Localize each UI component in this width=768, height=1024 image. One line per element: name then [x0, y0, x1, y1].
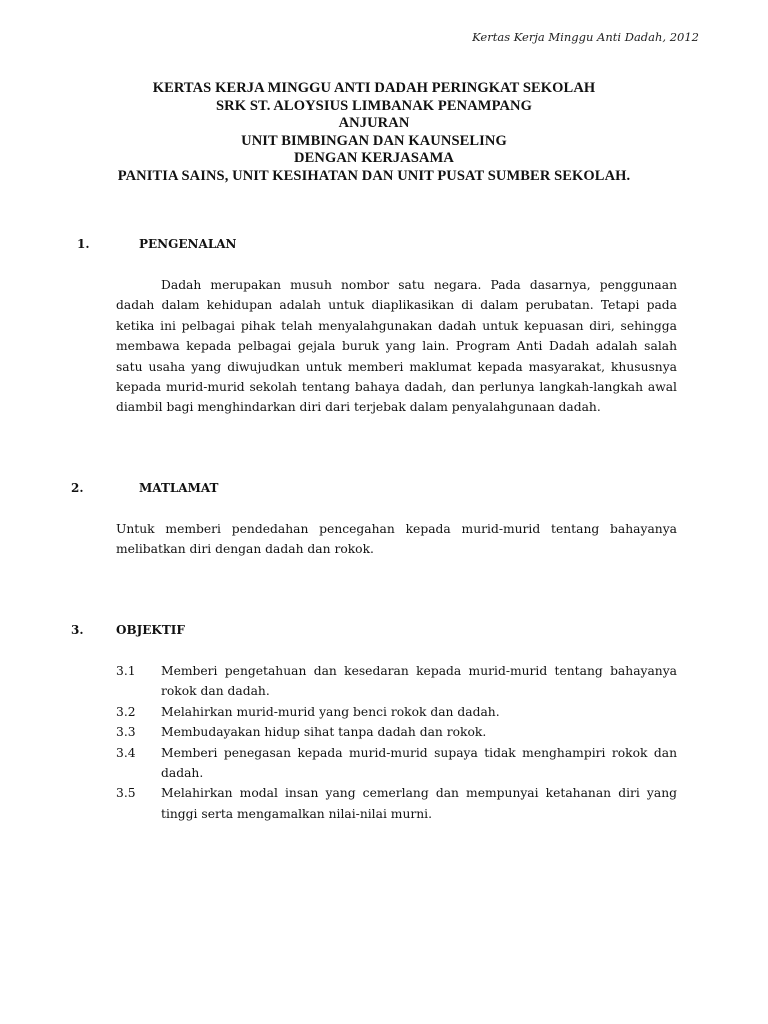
section-title: PENGENALAN: [139, 237, 237, 251]
title-line: DENGAN KERJASAMA: [294, 150, 454, 167]
document-title: [40, 80, 708, 186]
title-line: PANITIA SAINS, UNIT KESIHATAN DAN UNIT PUSAT SUMBER SEKOLAH.: [117, 167, 631, 184]
section-number: 3.: [71, 623, 84, 637]
list-item-text: Melahirkan murid-murid yang benci rokok dan dadah.: [161, 704, 500, 719]
running-header: Kertas Kerja Minggu Anti Dadah, 2012: [472, 30, 699, 44]
list-item: [116, 722, 677, 742]
list-item-text: Melahirkan modal insan yang cemerlang dan mempunyai ketahanan diri yang tinggi serta mengamalkan nilai-nilai murni.: [161, 786, 677, 821]
title-line: ANJURAN: [338, 115, 410, 132]
list-item-number: 3.4: [116, 745, 136, 760]
list-item-number: 3.3: [116, 725, 136, 740]
list-item-text: Memberi penegasan kepada murid-murid supaya tidak menghampiri rokok dan dadah.: [161, 745, 677, 781]
list-item: [116, 743, 677, 784]
list-item: [116, 783, 677, 824]
list-item-number: 3.2: [116, 704, 136, 719]
list-item-text: Memberi pengetahuan dan kesedaran kepada murid-murid tentang bahayanya rokok dan dadah.: [161, 664, 677, 699]
list-item: [116, 702, 677, 722]
title-line: KERTAS KERJA MINGGU ANTI DADAH PERINGKAT SEKOLAH: [152, 80, 596, 96]
title-line: SRK ST. ALOYSIUS LIMBANAK PENAMPANG: [216, 97, 532, 114]
section-number: 1.: [77, 237, 90, 251]
list-item-number: 3.1: [116, 664, 136, 678]
section-title: MATLAMAT: [139, 481, 219, 495]
list-item-number: 3.5: [116, 786, 136, 801]
objective-list: [116, 661, 677, 824]
pengenalan-paragraph: Dadah merupakan musuh nombor satu negara. Pada dasarnya, penggunaan dadah dalam kehidupan adalah untuk diaplikasikan di dalam perubatan. Tetapi pada ketika ini pelbagai pihak telah menyalahgunakan dadah untuk kepuasan diri, sehingga membawa kepada pelbagai gejala buruk yang lain. Program Anti Dadah adalah salah satu usaha yang diwujudkan untuk memberi maklumat kepada masyarakat, khususnya kepada murid-murid sekolah tentang bahaya dadah, dan perlunya langkah-langkah awal diambil bagi menghindarkan diri dari terjebak dalam penyalahgunaan dadah.: [116, 278, 677, 415]
section-number: 2.: [71, 481, 84, 495]
matlamat-paragraph: Untuk memberi pendedahan pencegahan kepada murid-murid tentang bahayanya melibatkan diri dengan dadah dan rokok.: [116, 522, 677, 557]
list-item: [116, 661, 677, 702]
list-item-text: Membudayakan hidup sihat tanpa dadah dan rokok.: [161, 725, 487, 740]
section-title: OBJEKTIF: [116, 623, 185, 637]
title-line: UNIT BIMBINGAN DAN KAUNSELING: [241, 132, 507, 149]
